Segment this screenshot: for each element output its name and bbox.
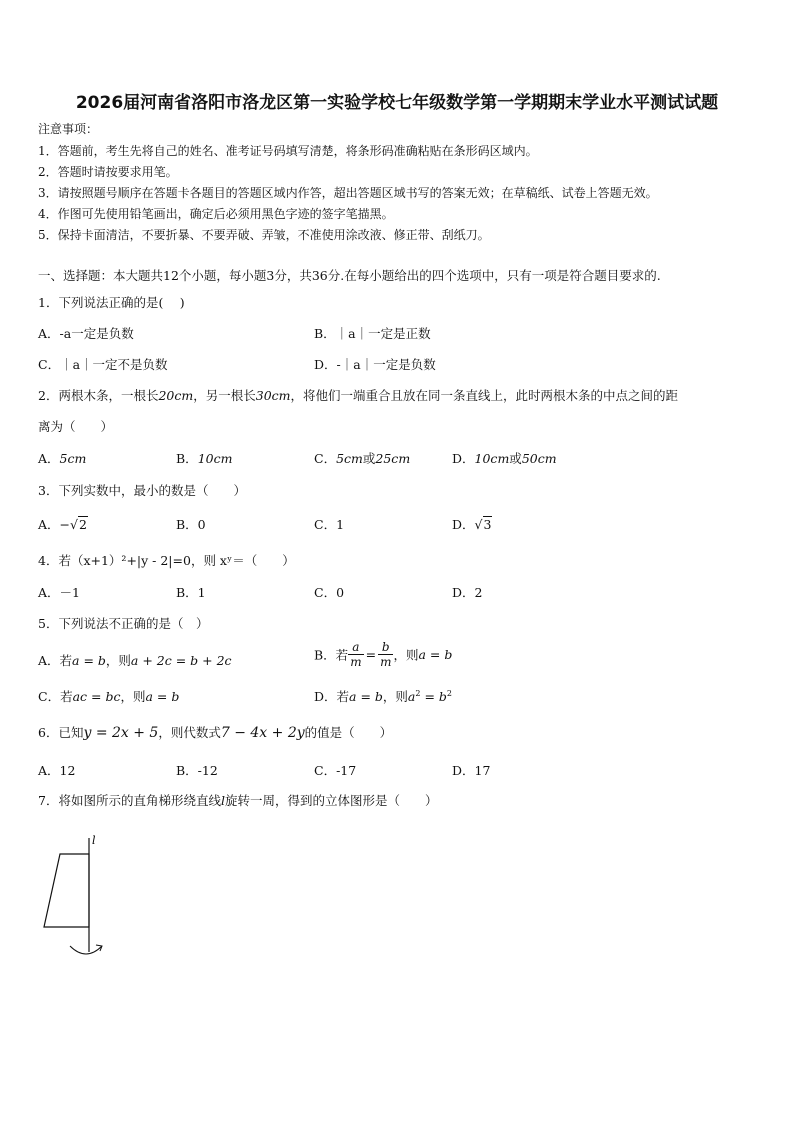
page-title: 2026届河南省洛阳市洛龙区第一实验学校七年级数学第一学期期末学业水平测试试题 (75, 93, 719, 113)
q1-option-c: C．｜a｜一定不是负数 (38, 357, 168, 372)
option-value: 5cm (59, 451, 87, 466)
math-expr: a + 2c = b + 2c (130, 653, 232, 668)
option-value: 5cm (336, 451, 363, 466)
math-var: l (220, 793, 225, 808)
q7-stem-part: 7．将如图所示的直角梯形绕直线 (38, 793, 221, 808)
option-label: D． (452, 451, 475, 466)
question-7-stem (38, 791, 437, 809)
q1-option-b: B．｜a｜一定是正数 (314, 326, 431, 341)
q4-option-d: D．2 (452, 585, 483, 600)
q1-option-d: D．-｜a｜一定是负数 (314, 357, 436, 372)
question-4-stem: 4．若（x+1）²+|y - 2|=0，则 xʸ＝（ ） (38, 553, 295, 568)
q2-option-d (452, 449, 557, 467)
q4-option-a: A．－1 (38, 585, 80, 600)
math-expr: a = b (145, 689, 180, 704)
q5-option-b (314, 640, 452, 669)
option-text: B．若 (314, 647, 349, 663)
q6-stem-part: ，则代数式 (158, 725, 221, 740)
equals-sign: = (365, 647, 377, 662)
radicand: 2 (78, 517, 87, 532)
fraction (378, 640, 393, 669)
q2-option-c (314, 449, 410, 467)
notes-heading: 注意事项： (38, 122, 99, 136)
math-expr: y = 2x + 5 (83, 725, 159, 741)
option-value: 10cm (474, 451, 510, 466)
q6-option-c: C．-17 (314, 763, 357, 778)
option-value: 25cm (375, 451, 411, 466)
math-expr: a = b (72, 653, 106, 668)
option-text: C．若 (38, 689, 73, 704)
q2-length-1: 20cm (158, 388, 194, 403)
trapezoid-figure (36, 830, 116, 962)
note-item: 1．答题前，考生先将自己的姓名、准考证号码填写清楚，将条形码准确粘贴在条形码区域内。 (38, 144, 538, 158)
note-item: 5．保持卡面清洁，不要折暴、不要弄破、弄皱，不准使用涂改液、修正带、刮纸刀。 (38, 228, 490, 242)
math-expr: = b (420, 689, 447, 704)
option-text: A．若 (38, 653, 73, 668)
exponent: 2 (415, 688, 421, 698)
question-2-stem (38, 386, 678, 404)
option-label: A． (38, 517, 60, 532)
q4-option-b: B．1 (176, 585, 206, 600)
q3-option-b: B．0 (176, 517, 206, 532)
question-1-stem: 1．下列说法正确的是( ) (38, 295, 185, 310)
question-2-stem-cont: 离为（ ） (38, 419, 114, 434)
numerator: a (348, 640, 363, 655)
q2-stem-part: 2．两根木条，一根长 (38, 388, 159, 403)
option-label: A． (38, 451, 60, 466)
math-expr: 7 − 4x + 2y (220, 725, 305, 741)
minus-sign: − (59, 517, 71, 532)
right-trapezoid (44, 854, 89, 927)
q7-stem-part: 旋转一周，得到的立体图形是（ ） (224, 793, 438, 808)
note-item: 3．请按照题号顺序在答题卡各题目的答题区域内作答，超出答题区域书写的答案无效；在草稿纸、试卷上答题无效。 (38, 186, 658, 200)
q3-option-d (452, 515, 492, 533)
option-or: 或 (362, 451, 376, 466)
q6-option-b: B．-12 (176, 763, 218, 778)
q2-stem-part: ，另一根长 (193, 388, 256, 403)
q1-option-a: A．-a一定是负数 (38, 326, 134, 341)
axis-label: l (92, 834, 96, 847)
q2-length-2: 30cm (255, 388, 291, 403)
question-3-stem: 3．下列实数中，最小的数是（ ） (38, 483, 246, 498)
q2-option-b (176, 449, 232, 467)
q3-option-c: C．1 (314, 517, 345, 532)
math-expr: a = b (418, 647, 453, 662)
q6-stem-part: 6．已知 (38, 725, 84, 740)
math-expr: ac = bc (72, 689, 121, 704)
q4-option-c: C．0 (314, 585, 345, 600)
option-value: 50cm (521, 451, 557, 466)
section-heading: 一、选择题：本大题共12个小题，每小题3分，共36分.在每小题给出的四个选项中，只有一项是符合题目要求的. (38, 268, 661, 283)
q2-stem-part: ，将他们一端重合且放在同一条直线上，此时两根木条的中点之间的距 (290, 388, 679, 403)
q6-stem-part: 的值是（ ） (304, 725, 393, 740)
option-value: 10cm (197, 451, 233, 466)
q5-option-c (38, 687, 179, 705)
option-text: D．若 (314, 689, 350, 704)
question-5-stem: 5．下列说法不正确的是（ ） (38, 616, 209, 631)
denominator: m (350, 655, 362, 669)
option-label: D． (452, 517, 475, 532)
rotation-arrow-icon (70, 946, 102, 954)
exponent: 2 (446, 688, 452, 698)
numerator: b (378, 640, 393, 655)
q6-option-a: A．12 (38, 763, 76, 778)
option-label: C． (314, 451, 337, 466)
option-text: ，则 (105, 653, 131, 668)
q3-option-a (38, 515, 88, 533)
denominator: m (380, 655, 392, 669)
option-text: ，则 (382, 689, 408, 704)
note-item: 4．作图可先使用铅笔画出，确定后必须用黑色字迹的签字笔描黑。 (38, 207, 394, 221)
q6-option-d: D．17 (452, 763, 491, 778)
option-text: ，则 (393, 647, 419, 663)
math-expr: a (407, 689, 416, 704)
fraction (348, 640, 363, 669)
q5-option-d (314, 687, 452, 705)
sqrt-symbol: √2 (70, 517, 87, 532)
radicand: 3 (483, 517, 492, 532)
note-item: 2．答题时请按要求用笔。 (38, 165, 178, 179)
sqrt-symbol: √3 (474, 517, 492, 532)
q2-option-a (38, 449, 86, 467)
option-or: 或 (509, 451, 522, 466)
question-6-stem (38, 723, 392, 741)
option-text: ，则 (120, 689, 146, 704)
math-expr: a = b (349, 689, 383, 704)
q5-option-a (38, 651, 232, 669)
option-label: B． (176, 451, 198, 466)
